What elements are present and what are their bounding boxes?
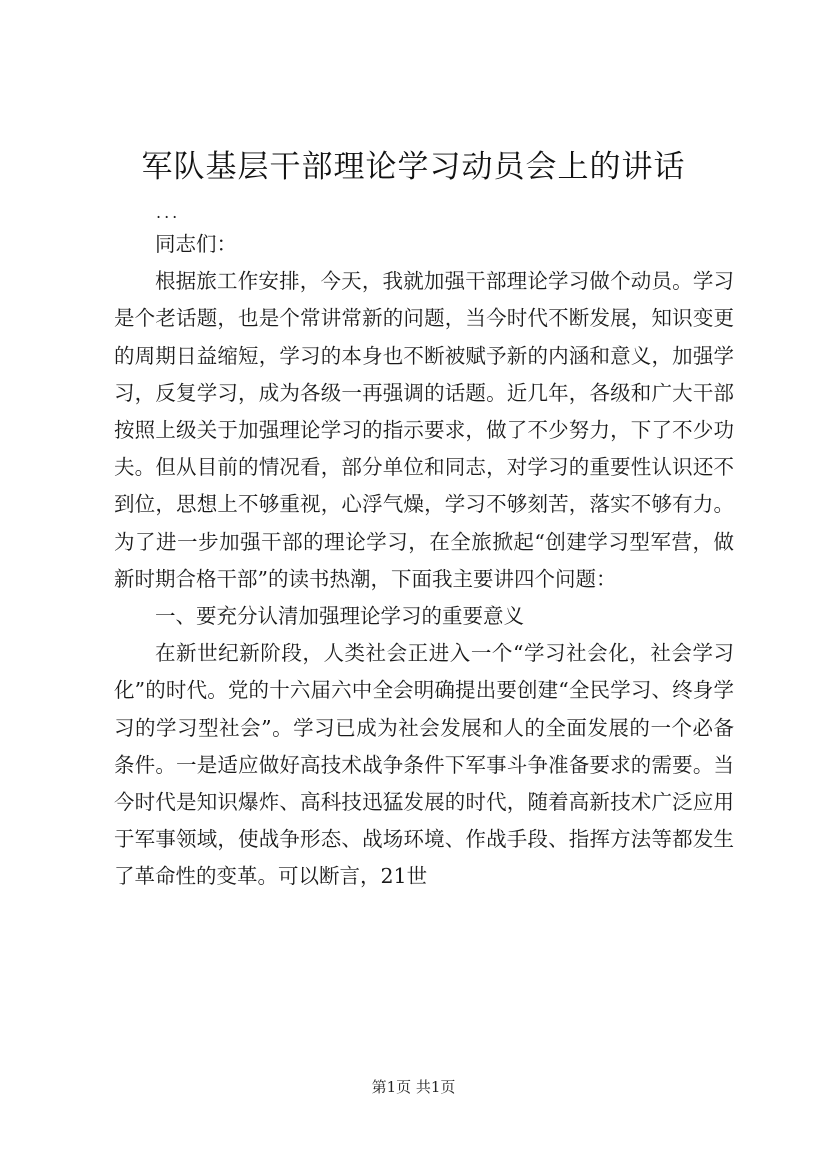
document-body	[114, 226, 734, 896]
paragraph-section-1: 在新世纪新阶段，人类社会正进入一个“学习社会化，社会学习化”的时代。党的十六届六中全会明确提出要创建“全民学习、终身学习的学习型社会”。学习已成为社会发展和人的全面发展的一个必备条件。一是适应做好高技术战争条件下军事斗争准备要求的需要。当今时代是知识爆炸、高科技迅猛发展的时代，随着高新技术广泛应用于军事领域，使战争形态、战场环境、作战手段、指挥方法等都发生了革命性的变革。可以断言，21世	[114, 641, 734, 889]
section-heading-1: 一、要充分认清加强理论学习的重要意义	[155, 604, 524, 629]
title-ellipsis: ...	[156, 203, 181, 222]
page-footer: 第1页 共1页	[371, 1078, 456, 1096]
paragraph-intro: 根据旅工作安排，今天，我就加强干部理论学习做个动员。学习是个老话题，也是个常讲常新的问题，当今时代不断发展，知识变更的周期日益缩短，学习的本身也不断被赋予新的内涵和意义，加强学习，反复学习，成为各级一再强调的话题。近几年，各级和广大干部按照上级关于加强理论学习的指示要求，做了不少努力，下了不少功夫。但从目前的情况看，部分单位和同志，对学习的重要性认识还不到位，思想上不够重视，心浮气燥，学习不够刻苦，落实不够有力。为了进一步加强干部的理论学习，在全旅掀起“创建学习型军营，做新时期合格干部”的读书热潮，下面我主要讲四个问题：	[114, 269, 734, 591]
salutation: 同志们：	[155, 232, 237, 256]
document-title: 军队基层干部理论学习动员会上的讲话	[141, 149, 686, 185]
